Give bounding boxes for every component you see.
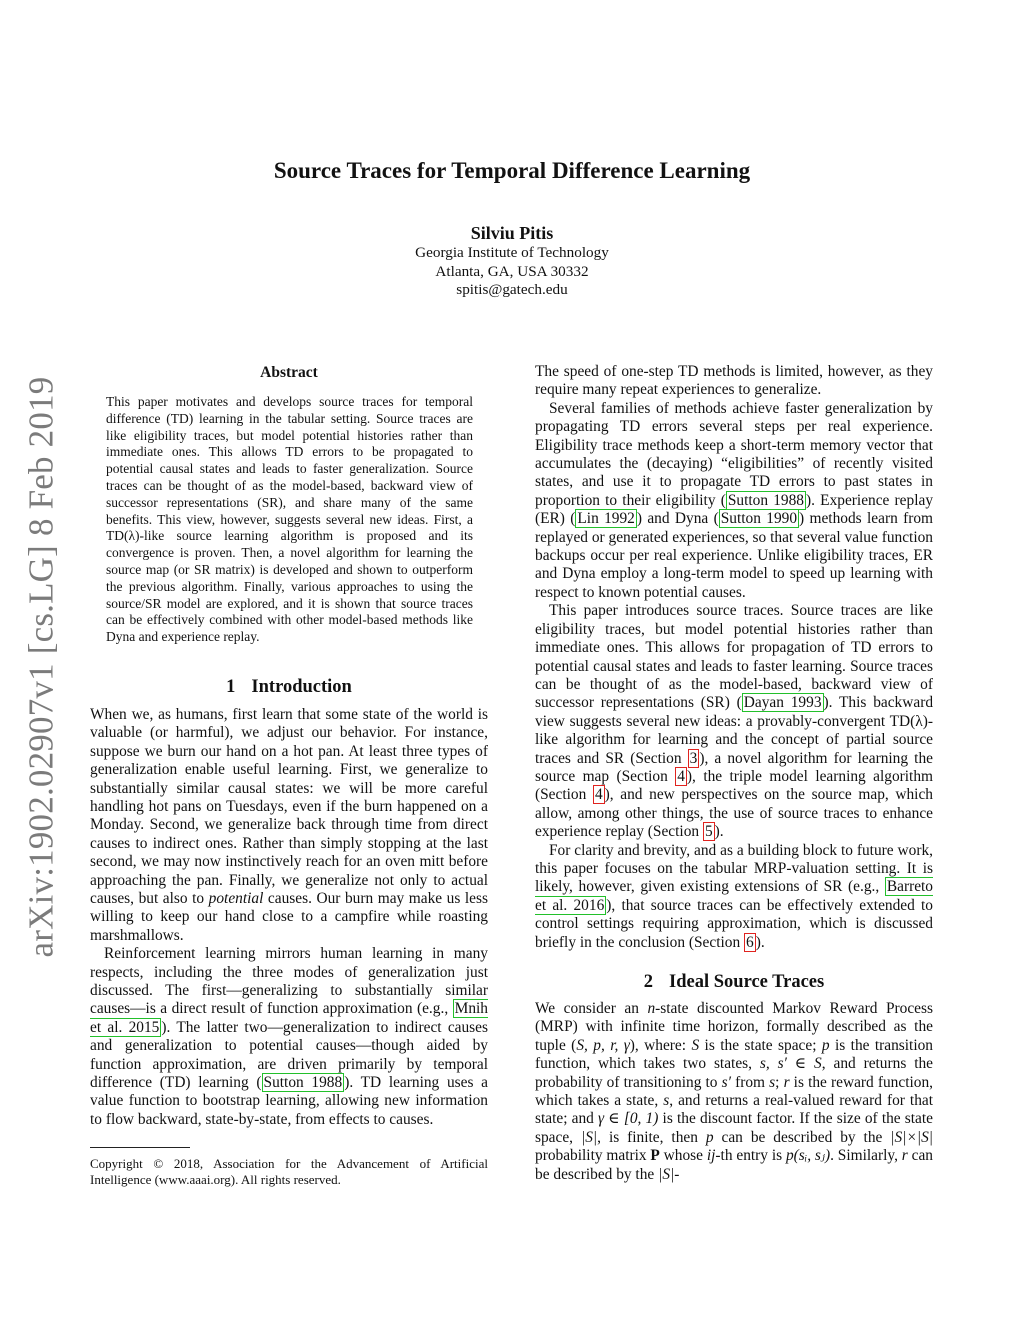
- math-symbol: s′: [721, 1073, 731, 1091]
- text-run: Several families of methods achieve faster generalization by propagating TD errors several steps per real experience. Eligibility trace methods keep a short-term memory vector that accumulates the (decaying) “eligibilities” of recently visited states, and use it to propagate TD errors to past states in proportion to their eligibility (: [535, 399, 933, 509]
- text-run: probability matrix: [535, 1147, 651, 1165]
- text-run: Reinforcement learning mirrors human learning in many respects, including the three modes of generalization just discussed. The first—generalizing to substantially similar causes—is a direct result of function approximation (e.g.,: [90, 945, 488, 1018]
- intro-paragraph-2: [90, 945, 488, 1129]
- intro-paragraph-1: [90, 706, 488, 945]
- section-title: Ideal Source Traces: [669, 972, 825, 992]
- copyright-footnote: Copyright © 2018, Association for the Advancement of Artificial Intelligence (www.aaai.org). All rights reserved.: [90, 1156, 488, 1188]
- math-symbol: p(sᵢ, sⱼ): [785, 1147, 831, 1165]
- text-run: ) and Dyna (: [636, 510, 719, 528]
- citation-link[interactable]: Sutton 1988: [727, 491, 805, 509]
- author-email: spitis@gatech.edu: [456, 281, 568, 298]
- math-symbol: r: [901, 1147, 908, 1165]
- math-symbol: r: [783, 1073, 790, 1091]
- section-title: Introduction: [251, 676, 352, 697]
- text-run: can be described by the: [535, 1147, 933, 1183]
- text-run: can be described by the: [713, 1128, 891, 1146]
- abstract-heading: Abstract: [260, 364, 318, 381]
- author-location: Atlanta, GA, USA 30332: [435, 262, 589, 280]
- math-symbol: S, p, r, γ: [576, 1036, 630, 1054]
- text-run: For clarity and brevity, and as a building block to future work, this paper focuses on the tabular MRP-valuation setting. It is likely, however, given existing extensions of SR (e.g.,: [535, 841, 933, 896]
- citation-link[interactable]: Lin 1992: [577, 510, 635, 528]
- text-run: ). This backward view suggests several new ideas: a provably-convergent TD(λ)-like algorithm for learning and the concept of partial source traces and SR (Section: [535, 694, 934, 767]
- text-run: is the state space;: [699, 1036, 822, 1054]
- math-symbol: |S|: [580, 1128, 598, 1146]
- text-run: ;: [775, 1073, 784, 1091]
- text-run: , and returns a real-valued reward for that state; and: [535, 1092, 933, 1128]
- right-column: [535, 363, 933, 1184]
- text-run: is the reward function, which takes a state,: [535, 1073, 933, 1110]
- text-run: from: [730, 1073, 770, 1091]
- text-run: We consider an: [535, 1000, 648, 1017]
- math-symbol: s: [663, 1092, 670, 1110]
- text-run: -state discounted Markov Reward Process (MRP) with infinite time horizon, formally described as the tuple (: [535, 1000, 933, 1054]
- text-run: ) methods learn from replayed or generated experiences, so that several value function backups occur per real experience. Unlike eligibility traces, ER and Dyna employ a long-term model to speed up learning with respect to known potential causes.: [535, 510, 934, 601]
- text-run: ), that source traces can be effectively extended to control settings requiring approximation, which is discussed briefly in the conclusion (Section: [535, 896, 933, 951]
- left-column: [90, 362, 488, 1188]
- author-block: [0, 222, 1024, 300]
- text-run: ). TD learning uses a value function to bootstrap learning, allowing new information to flow backward, state-by-state, from effects to causes.: [90, 1074, 488, 1128]
- arxiv-identifier: arXiv:1902.02907v1 [cs.LG] 8 Feb 2019: [21, 376, 60, 958]
- math-symbol: n: [647, 1000, 656, 1017]
- arxiv-sidebar: [18, 364, 64, 970]
- section-heading-ideal-source-traces: [535, 971, 933, 993]
- author-name: Silviu Pitis: [470, 223, 554, 243]
- section-heading-introduction: [90, 676, 488, 698]
- text-run: ), the triple model learning algorithm (Section: [535, 767, 934, 804]
- section-ref-link[interactable]: 3: [689, 749, 698, 767]
- text-run: is the transition function, which takes two states,: [535, 1036, 934, 1073]
- abstract-text: This paper motivates and develops source traces for temporal difference (TD) learning in the tabular setting. Source traces are like eligibility traces, but model potential histories rather than immediate ones. This allows TD errors to be propagated to potential causal states and leads to faster generalization. Source traces can be thought of as the model-based, backward view of successor representations (SR), and share many of the same benefits. This view, however, suggests several new ideas. First, a TD(λ)-like source learning algorithm is proposed and its convergence is proven. Then, a novel algorithm for learning the source map (or SR matrix) is developed and shown to outperform the previous algorithm. Finally, various approaches to using the source/SR model are explored, and it is shown that source traces can be effectively combined with other model-based methods like Dyna and experience replay.: [106, 394, 473, 645]
- text-run: , is finite, then: [597, 1128, 706, 1146]
- text-run: ), a novel algorithm for learning the source map (Section: [535, 749, 933, 785]
- math-symbol: γ ∈ [0, 1): [598, 1110, 659, 1128]
- text-run: ). Experience replay (ER) (: [535, 491, 934, 528]
- text-run: ), where:: [629, 1036, 692, 1054]
- sec2-paragraph-1: [535, 1000, 933, 1184]
- right-paragraph-1: The speed of one-step TD methods is limited, however, as they require many repeat experiences to generalize.: [535, 363, 933, 399]
- math-symbol: s, s′ ∈ S: [759, 1055, 822, 1073]
- text-run: is the discount factor. If the size of the state space,: [535, 1110, 933, 1146]
- text-run: -: [674, 1165, 680, 1183]
- citation-link[interactable]: Mnih et al. 2015: [90, 1000, 488, 1036]
- text-run: This paper introduces source traces. Source traces are like eligibility traces, but model potential histories rather than immediate ones. This allows for propagation of TD errors to potential causal states and leads to faster learning. Source traces can be thought of as the model-based, backward view of successor representations (SR) (: [535, 602, 933, 712]
- math-symbol: p: [705, 1128, 714, 1146]
- text-run: When we, as humans, first learn that some state of the world is valuable (or harmful), we adjust our behavior. For instance, suppose we burn our hand on a hot pan. At least three types of generalization enable useful learning. First, we generalize to substantially similar causal states: we will be more careful handling hot pans on Tuesdays, even if the burn happened on a Monday. Second, we generalize back through time from direct causes to indirect ones. Rather than simply stopping at the last second, we may now instinctively reach for an oven mitt before approaching the pan. Finally, we generalize not only to actual causes, but also to: [90, 705, 488, 908]
- math-symbol: S: [691, 1036, 700, 1054]
- text-run: ).: [755, 933, 765, 951]
- right-paragraph-3: [535, 602, 933, 841]
- citation-link[interactable]: Sutton 1988: [263, 1074, 343, 1092]
- paper-title: Source Traces for Temporal Difference Learning: [273, 158, 751, 183]
- math-matrix-symbol: P: [650, 1147, 660, 1165]
- text-run: . Similarly,: [830, 1147, 902, 1165]
- math-symbol: p: [821, 1036, 830, 1054]
- text-run: , and returns the probability of transitioning to: [535, 1055, 933, 1091]
- section-ref-link[interactable]: 5: [704, 823, 713, 841]
- section-ref-link[interactable]: 6: [746, 933, 754, 951]
- author-affiliation: Georgia Institute of Technology: [415, 244, 609, 261]
- right-paragraph-2: [535, 400, 933, 602]
- math-symbol: ij: [706, 1147, 716, 1165]
- citation-link[interactable]: Barreto et al. 2016: [535, 878, 933, 914]
- citation-link[interactable]: Dayan 1993: [743, 694, 822, 712]
- section-ref-link[interactable]: 4: [594, 786, 603, 804]
- section-number: 2: [643, 972, 654, 992]
- footnote-rule: [90, 1147, 190, 1148]
- emphasis: potential: [208, 890, 264, 908]
- text-run: ), and new perspectives on the source map, which allow, among other things, the use of source traces to enhance experience replay (Section: [535, 786, 933, 841]
- text-run: -th entry is: [715, 1147, 786, 1165]
- right-paragraph-4: [535, 842, 933, 952]
- text-run: causes. Our burn may make us less willing to keep our hand close to a campfire while roasting marshmallows.: [90, 890, 488, 944]
- math-symbol: s: [769, 1073, 776, 1091]
- section-number: 1: [226, 676, 236, 697]
- citation-link[interactable]: Sutton 1990: [720, 510, 798, 528]
- text-run: whose: [659, 1147, 707, 1165]
- text-run: ).: [714, 823, 724, 841]
- section-ref-link[interactable]: 4: [677, 767, 685, 785]
- math-symbol: |S|×|S|: [890, 1128, 933, 1146]
- text-run: ). The latter two—generalization to indirect causes and generalization to potential causes—though aided by function approximation, are driven primarily by temporal difference (TD) learning (: [90, 1018, 488, 1092]
- math-symbol: |S|: [658, 1165, 675, 1183]
